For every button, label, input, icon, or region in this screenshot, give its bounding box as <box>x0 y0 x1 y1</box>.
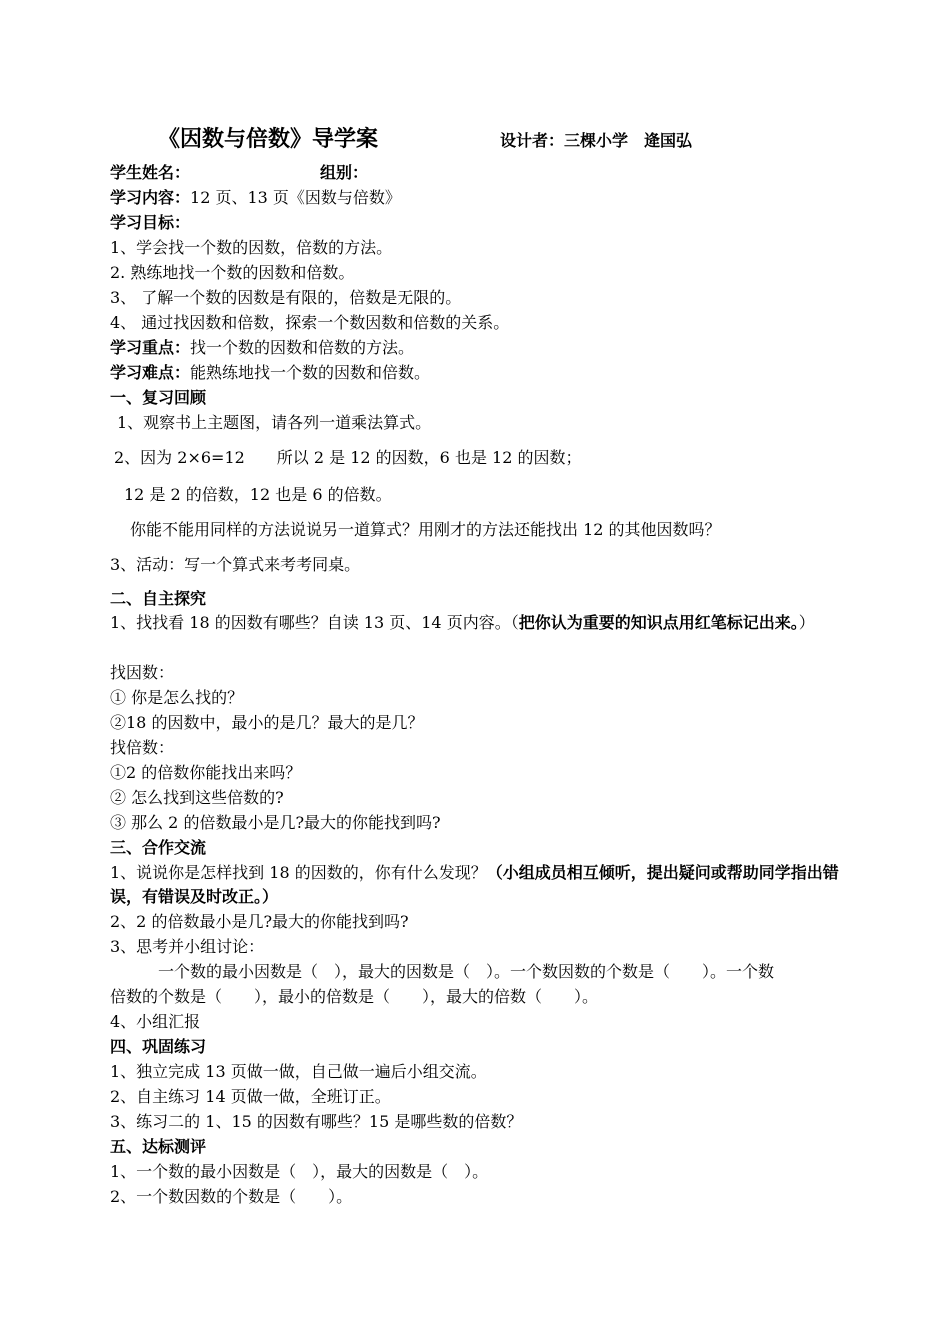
section-heading-explore: 二、自主探究 <box>110 589 207 608</box>
cooperate-paragraph <box>110 861 845 909</box>
cooperate-line: 2、2 的倍数最小是几?最大的你能找到吗? <box>110 912 409 931</box>
key-point-label: 学习重点： <box>110 338 191 357</box>
section-heading-cooperate: 三、合作交流 <box>110 838 207 857</box>
section-heading-practice: 四、巩固练习 <box>110 1037 207 1056</box>
learning-content-text: 12 页、13 页《因数与倍数》 <box>190 188 401 207</box>
explore-text-end: ） <box>798 613 815 632</box>
cooperate-line: 3、思考并小组讨论： <box>110 937 265 956</box>
learning-content-label: 学习内容： <box>110 188 191 207</box>
explore-question: ① 你是怎么找的？ <box>110 688 244 707</box>
key-point <box>110 336 414 360</box>
cooperate-fill-blank: 倍数的个数是（ ），最小的倍数是（ ），最大的倍数（ ）。 <box>110 987 599 1006</box>
explore-question: ①2 的倍数你能找出来吗？ <box>110 763 302 782</box>
review-line: 3、活动：写一个算式来考考同桌。 <box>110 555 361 574</box>
learning-content <box>110 186 401 210</box>
difficulty-point <box>110 361 430 385</box>
goal-item: 4、 通过找因数和倍数，探索一个数因数和倍数的关系。 <box>110 313 510 332</box>
test-line: 1、一个数的最小因数是（ ），最大的因数是（ ）。 <box>110 1162 489 1181</box>
review-line: 你能不能用同样的方法说说另一道算式？用刚才的方法还能找出 12 的其他因数吗？ <box>130 520 721 539</box>
find-multiple-label: 找倍数： <box>110 738 175 757</box>
goal-item: 3、 了解一个数的因数是有限的，倍数是无限的。 <box>110 288 462 307</box>
explore-bold-text: 把你认为重要的知识点用红笔标记出来。 <box>518 613 799 632</box>
explore-question: ② 怎么找到这些倍数的? <box>110 788 284 807</box>
review-line: 1、观察书上主题图，请各列一道乘法算式。 <box>117 413 432 432</box>
group-label: 组别： <box>320 163 369 182</box>
document-title: 《因数与倍数》导学案 <box>158 126 379 152</box>
cooperate-text: 1、说说你是怎样找到 18 的因数的，你有什么发现？ <box>110 863 487 882</box>
goal-item: 1、学会找一个数的因数，倍数的方法。 <box>110 238 393 257</box>
review-line: 2、因为 2×6=12 所以 2 是 12 的因数，6 也是 12 的因数； <box>114 448 582 467</box>
cooperate-bold-text: （小组成员相互倾听，提出疑问或帮助同学指出错误，有错误及时改正。） <box>110 863 839 906</box>
explore-question: ③ 那么 2 的倍数最小是几?最大的你能找到吗? <box>110 813 441 832</box>
student-name-label: 学生姓名： <box>110 163 191 182</box>
test-line: 2、一个数因数的个数是（ ）。 <box>110 1187 353 1206</box>
review-line: 12 是 2 的倍数，12 也是 6 的倍数。 <box>124 485 392 504</box>
section-heading-review: 一、复习回顾 <box>110 388 207 407</box>
learning-goals-label: 学习目标： <box>110 213 191 232</box>
cooperate-fill-blank: 一个数的最小因数是（ ），最大的因数是（ ）。一个数因数的个数是（ ）。一个数 <box>158 962 775 981</box>
cooperate-line: 4、小组汇报 <box>110 1012 201 1031</box>
section-heading-test: 五、达标测评 <box>110 1137 207 1156</box>
key-point-text: 找一个数的因数和倍数的方法。 <box>190 338 415 357</box>
goal-item: 2. 熟练地找一个数的因数和倍数。 <box>110 263 355 282</box>
find-factor-label: 找因数： <box>110 663 175 682</box>
practice-line: 2、自主练习 14 页做一做，全班订正。 <box>110 1087 391 1106</box>
practice-line: 3、练习二的 1、15 的因数有哪些？15 是哪些数的倍数？ <box>110 1112 523 1131</box>
difficulty-text: 能熟练地找一个数的因数和倍数。 <box>190 363 431 382</box>
explore-text: 1、找找看 18 的因数有哪些？自读 13 页、14 页内容。（ <box>110 613 519 632</box>
designer-info: 设计者：三棵小学 逄国弘 <box>500 131 693 150</box>
difficulty-label: 学习难点： <box>110 363 191 382</box>
explore-paragraph <box>110 611 845 635</box>
explore-question: ②18 的因数中，最小的是几？最大的是几？ <box>110 713 424 732</box>
student-info-line <box>110 161 369 185</box>
practice-line: 1、独立完成 13 页做一做，自己做一遍后小组交流。 <box>110 1062 487 1081</box>
